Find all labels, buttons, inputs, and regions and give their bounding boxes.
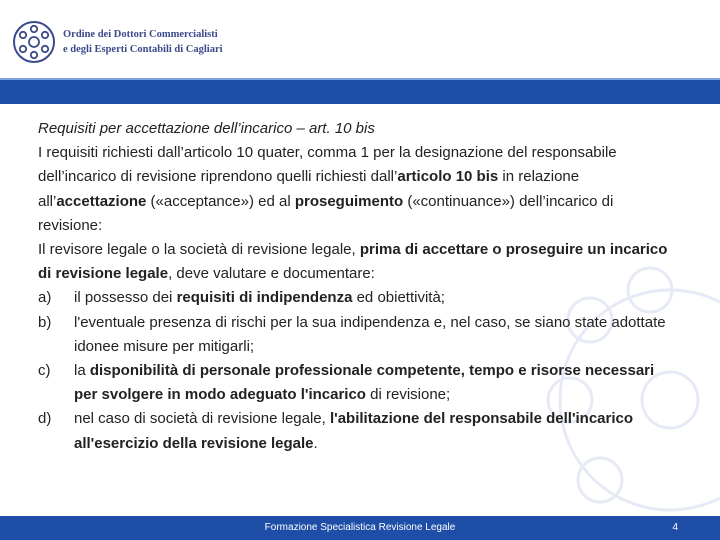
slide-header <box>0 0 720 80</box>
list-label: c) <box>38 362 51 380</box>
p1-text-g: («continuance») dell’incarico di revisione: <box>38 192 614 234</box>
footer-bar <box>0 516 720 540</box>
paragraph-2 <box>38 238 678 286</box>
list-item-d <box>38 407 678 455</box>
item-d-tail: . <box>313 434 318 452</box>
p1-text-e: («acceptance») ed al <box>146 192 295 210</box>
list-item-c <box>38 359 678 407</box>
list-label: b) <box>38 313 52 331</box>
p1-text-a: I requisiti richiesti dall’articolo 10 quater, comma 1 per la designazione del responsabile dell’incarico di revisione riprendono quelli richiesti dall’ <box>38 144 617 186</box>
item-c-text: la <box>74 362 90 380</box>
p1-bold-b: articolo 10 bis <box>397 168 499 186</box>
list-label: a) <box>38 289 52 307</box>
item-d-bold: l'abilitazione del responsabile dell'incarico all'esercizio della revisione legale <box>74 410 634 452</box>
p1-bold-d: accettazione <box>56 192 147 210</box>
item-a-bold: requisiti di indipendenza <box>176 289 353 307</box>
list-text <box>74 359 678 407</box>
item-a-tail: ed obiettività; <box>352 289 445 307</box>
item-c-bold: disponibilità di personale professionale competente, tempo e risorse necessari per svolgere in modo adeguato l'incarico <box>74 362 655 404</box>
p2-text-a: Il revisore legale o la società di revisione legale, <box>38 241 360 259</box>
p1-bold-f: proseguimento <box>294 192 404 210</box>
list-text <box>74 286 678 310</box>
item-d-text: nel caso di società di revisione legale, <box>74 410 330 428</box>
requirements-list <box>38 286 678 455</box>
slide-title: Requisiti per accettazione dell’incarico – art. 10 bis <box>38 120 375 137</box>
list-text <box>74 407 678 455</box>
paragraph-1 <box>38 141 678 238</box>
organization-name <box>63 27 223 57</box>
item-b-text: l'eventuale presenza di rischi per la sua indipendenza e, nel caso, se siano state adottate idonee misure per mitigarli; <box>74 313 666 355</box>
org-line-2: e degli Esperti Contabili di Cagliari <box>63 44 223 55</box>
p2-text-c: , deve valutare e documentare: <box>168 265 375 283</box>
order-logo-icon <box>12 20 56 64</box>
list-label: d) <box>38 410 52 428</box>
page-number: 4 <box>672 522 678 533</box>
p1-text-c: in relazione all’ <box>38 168 580 210</box>
top-bar <box>0 78 720 104</box>
footer-title: Formazione Specialistica Revisione Legale <box>264 522 456 533</box>
list-item-a <box>38 286 678 310</box>
item-c-tail: di revisione; <box>365 386 451 404</box>
org-line-1: Ordine dei Dottori Commercialisti <box>63 29 218 40</box>
p2-bold-b: prima di accettare o proseguire un incarico di revisione legale <box>38 241 668 283</box>
item-a-text: il possesso dei <box>74 289 177 307</box>
slide-body <box>38 117 678 456</box>
list-item-b <box>38 311 678 359</box>
list-text <box>74 311 678 359</box>
